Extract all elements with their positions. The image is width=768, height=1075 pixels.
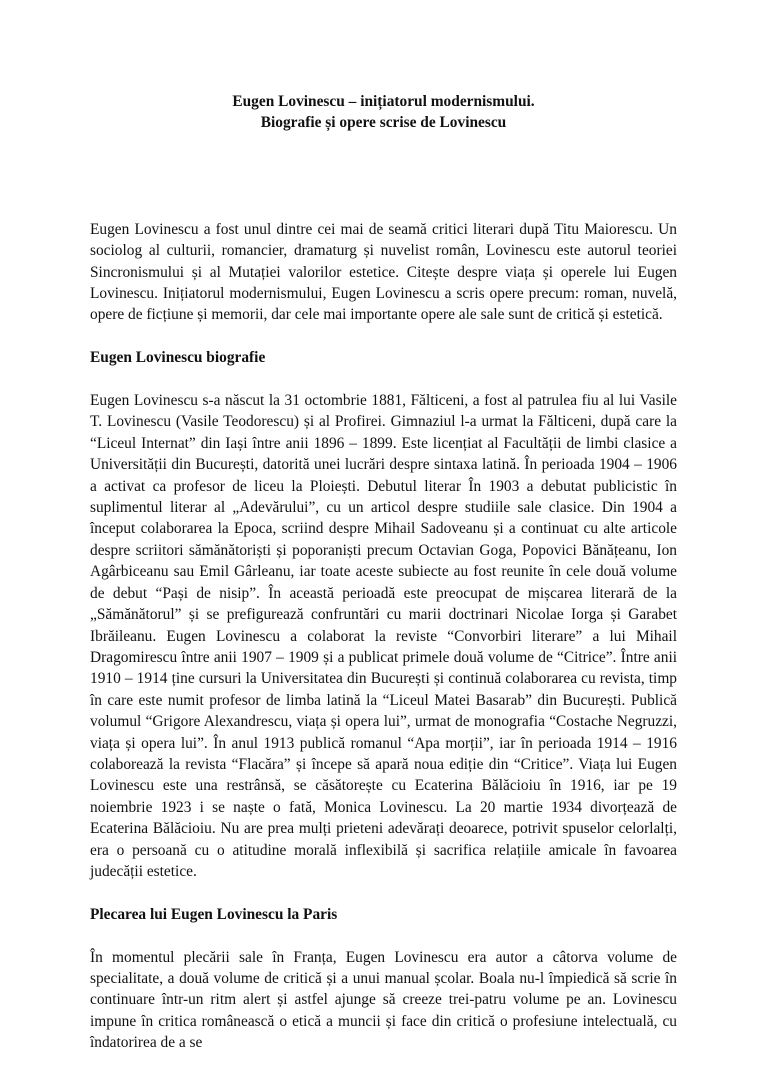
section-heading-biografie: Eugen Lovinescu biografie — [90, 349, 266, 367]
section-heading-paris: Plecarea lui Eugen Lovinescu la Paris — [90, 905, 338, 923]
paris-paragraph: În momentul plecării sale în Franța, Eugen Lovinescu era autor a câtorva volume de specialitate, a două volume de critică și a unui manual școlar. Boala nu-l împiedică să scrie în continuare într-un ritm alert și astfel ajunge să creeze trei-patru volume pe an. Lovinescu impune în critica românească o etică a muncii și face din critică o profesiune intelectuală, cu îndatorirea de a se — [90, 948, 677, 1052]
intro-paragraph: Eugen Lovinescu a fost unul dintre cei mai de seamă critici literari după Titu Maiorescu. Un sociolog al culturii, romancier, dramaturg și nuvelist român, Lovinescu este autorul teoriei Sincronismului și al Mutației valorilor estetice. Citește despre viața și operele lui Eugen Lovinescu. Inițiatorul modernismului, Eugen Lovinescu a scris opere precum: roman, nuvelă, opere de ficțiune și memorii, dar cele mai importante opere ale sale sunt de critică și estetică. — [90, 220, 677, 324]
biografie-paragraph: Eugen Lovinescu s-a născut la 31 octombrie 1881, Fălticeni, a fost al patrulea fiu al lui Vasile T. Lovinescu (Vasile Teodorescu) și al Profirei. Gimnaziul l-a urmat la Fălticeni, după care la “Liceul Internat” din Iași între anii 1896 – 1899. Este licențiat al Facultății de limbi clasice a Universității din București, datorită unei lucrări despre sintaxa latină. În perioada 1904 – 1906 a activat ca profesor de liceu la Ploiești. Debutul literar În 1903 a debutat publicistic în suplimentul literar al „Adevărului”, cu un articol despre studiile sale clasice. Din 1904 a început colaborarea la Epoca, scriind despre Mihail Sadoveanu și a continuat cu alte articole despre scriitori sămănătoriști și poporaniști precum Octavian Goga, Popovici Bănățeanu, Ion Agârbiceanu sau Emil Gârleanu, iar toate aceste subiecte au fost reunite în cele două volume de debut “Pași de nisip”. În această perioadă este preocupat de mișcarea literară de la „Sămănătorul” și se prefigurează confruntări cu marii doctrinari Nicolae Iorga și Garabet Ibrăileanu. Eugen Lovinescu a colaborat la reviste “Convorbiri literare” a lui Mihail Dragomirescu între anii 1907 – 1909 și a publicat primele două volume de “Citrice”. Între anii 1910 – 1914 ține cursuri la Universitatea din București și continuă colaborarea cu revista, timp în care este numit profesor de limba latină la “Liceul Matei Basarab” din București. Publică volumul “Grigore Alexandrescu, viața și opera lui”, urmat de monografia “Costache Negruzzi, viața și opera lui”. În anul 1913 publică romanul “Apa morții”, iar în perioada 1914 – 1916 colaborează la revista “Flacăra” și începe să apară noua ediție din “Critice”. Viața lui Eugen Lovinescu este una restrânsă, se căsătorește cu Ecaterina Bălăcioiu în 1916, iar pe 19 noiembrie 1923 i se naște o fată, Monica Lovinescu. La 20 martie 1934 divorțează de Ecaterina Bălăcioiu. Nu are prea mulți prieteni adevărați deoarece, potrivit spuselor celorlalți, era o persoană cu o atitudine morală inflexibilă și sacrifica relațiile amicale în favoarea judecății estetice. — [90, 392, 677, 880]
document-page — [90, 91, 677, 1075]
title-line-2: Biografie și opere scrise de Lovinescu — [260, 114, 507, 132]
document-title — [90, 91, 677, 134]
title-spacer — [90, 134, 677, 219]
title-line-1: Eugen Lovinescu – inițiatorul modernismului. — [232, 93, 535, 110]
